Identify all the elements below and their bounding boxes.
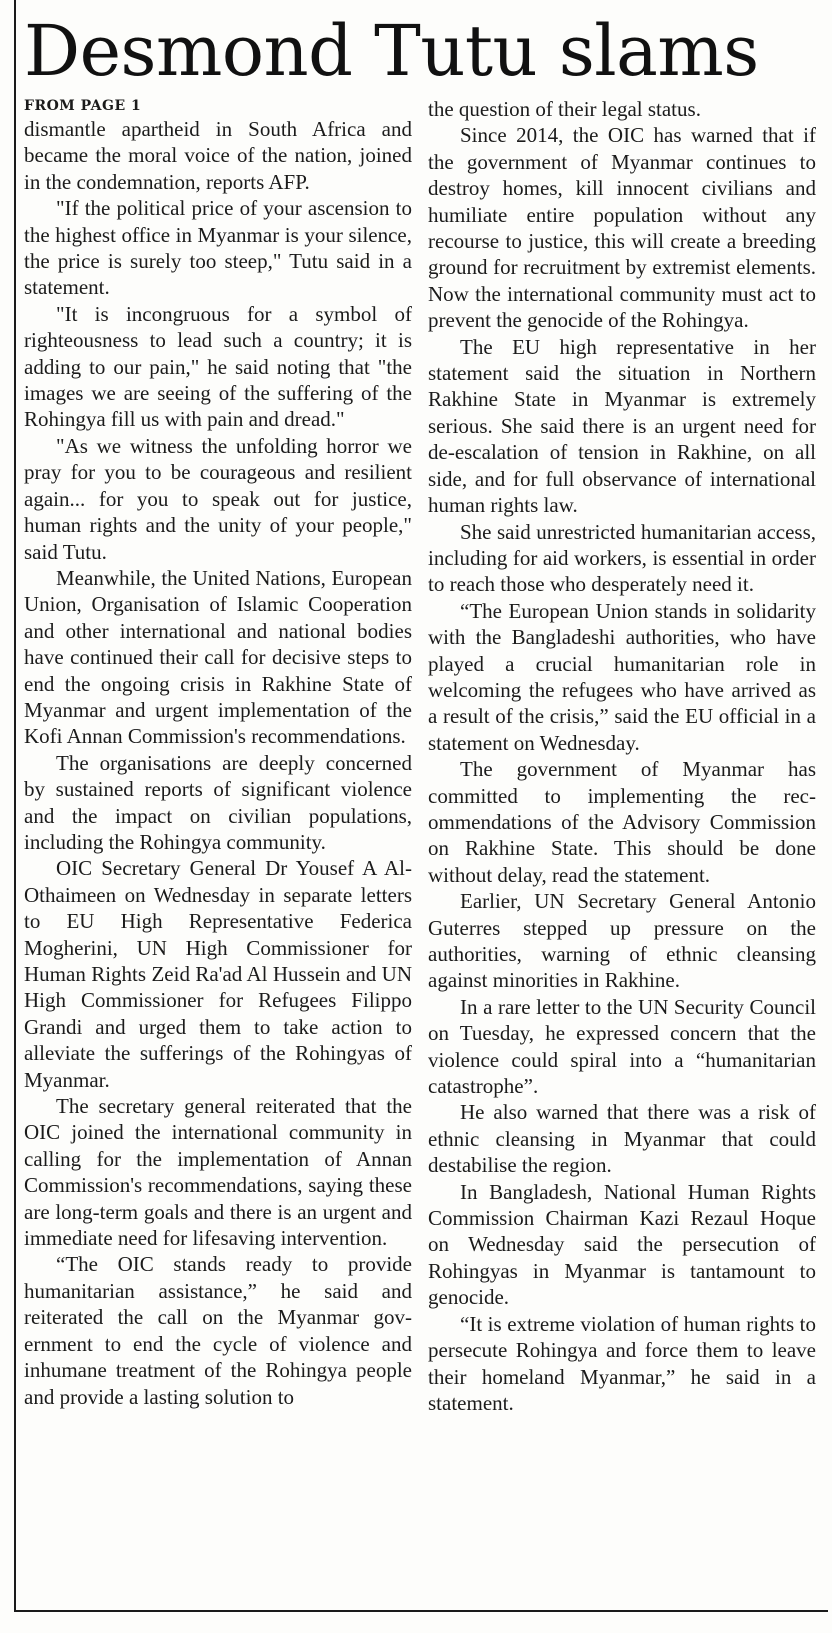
paragraph: Earlier, UN Secretary General Antonio Guterres stepped up pressure on the authorities, warning of ethnic cleansing against minorities in Rakhine. — [428, 889, 816, 993]
paragraph: He also warned that there was a risk of ethnic cleansing in Myanmar that could destabilise the region. — [428, 1100, 816, 1178]
paragraph: “The OIC stands ready to provide humanitarian assistance,” he said and reiterated the call on the Myanmar government to end the cycle of violence and inhumane treatment of the Rohingya people and provide a lasting solution to — [24, 1252, 412, 1409]
paragraph: In Bangladesh, National Human Rights Commission Chairman Kazi Rezaul Hoque on Wednesday said the persecution of Rohingyas in Myanmar is tantamount to genocide. — [428, 1179, 816, 1310]
paragraph: “The European Union stands in solidarity with the Bangladeshi authorities, who have played a crucial humanitarian role in welcoming the refugees who have arrived as a result of the crisis,” said the EU official in a statement on Wednesday. — [428, 598, 816, 755]
paragraph: The government of Myanmar has committed to implementing the recommendations of the Advisory Commission on Rakhine State. This should be done without delay, read the statement. — [428, 757, 816, 887]
paragraph: dismantle apartheid in South Africa and became the moral voice of the nation, joined in the condemnation, reports AFP. — [24, 117, 412, 194]
paragraph: "As we witness the unfolding horror we pray for you to be courageous and resilient again... for you to speak out for justice, human rights and the unity of your people," said Tutu. — [24, 433, 412, 564]
column-rule-bottom — [14, 1610, 828, 1612]
paragraph: Since 2014, the OIC has warned that if the government of Myanmar continues to destroy homes, kill innocent civilians and humiliate entire population without any recourse to justice, this will create a breeding ground for recruitment by extremist elements. Now the international community must act to prevent the genocide of the Rohingya. — [428, 123, 816, 333]
kicker-from-page: FROM PAGE 1 — [24, 98, 142, 114]
column-rule-left — [14, 0, 16, 1610]
paragraph: “It is extreme violation of human rights to persecute Rohingya and force them to leave their homeland Myanmar,” he said in a statement. — [428, 1311, 816, 1415]
paragraph: The organisations are deeply concerned by sustained reports of significant violence and the impact on civilian populations, including the Rohingya community. — [24, 750, 412, 854]
headline: Desmond Tutu slams — [24, 10, 759, 92]
paragraph: The secretary general reiterated that the OIC joined the international community in calling for the implementation of Annan Commission's recommendations, saying these are long-term goals and there is an urgent and immediate need for lifesaving intervention. — [24, 1094, 412, 1251]
paragraph: OIC Secretary General Dr Yousef A Al-Othaimeen on Wednesday in separate letters to EU High Representative Federica Mogherini, UN High Commissioner for Human Rights Zeid Ra'ad Al Hussein and UN High Commissioner for Refugees Filippo Grandi and urged them to take action to alleviate the sufferings of the Rohingyas of Myanmar. — [24, 856, 412, 1092]
article-column-left — [24, 96, 412, 1410]
paragraph: the question of their legal status. — [428, 97, 701, 121]
paragraph: Meanwhile, the United Nations, European Union, Organisation of Islamic Cooperation and other international and national bodies have continued their call for decisive steps to end the ongoing crisis in Rakhine State of Myanmar and urgent implementation of the Kofi Annan Commission's recommendations. — [24, 565, 412, 749]
article-column-right — [428, 96, 816, 1416]
paragraph: She said unrestricted humanitarian access, including for aid workers, is essential in order to reach those who desperately need it. — [428, 519, 816, 597]
paragraph: The EU high representative in her statement said the situation in Northern Rakhine State in Myanmar is extremely serious. She said there is an urgent need for de-escalation of tension in Rakhine, on all side, and for full observance of international human rights law. — [428, 334, 816, 518]
paragraph: In a rare letter to the UN Security Council on Tuesday, he expressed concern that the violence could spiral into a “humanitarian catastrophe”. — [428, 994, 816, 1099]
paragraph: "It is incongruous for a symbol of righteousness to lead such a country; it is adding to our pain," he said noting that "the images we are seeing of the suffering of the Rohingya fill us with pain and dread." — [24, 301, 412, 432]
paragraph: "If the political price of your ascension to the highest office in Myanmar is your silence, the price is surely too steep," Tutu said in a statement. — [24, 196, 412, 300]
